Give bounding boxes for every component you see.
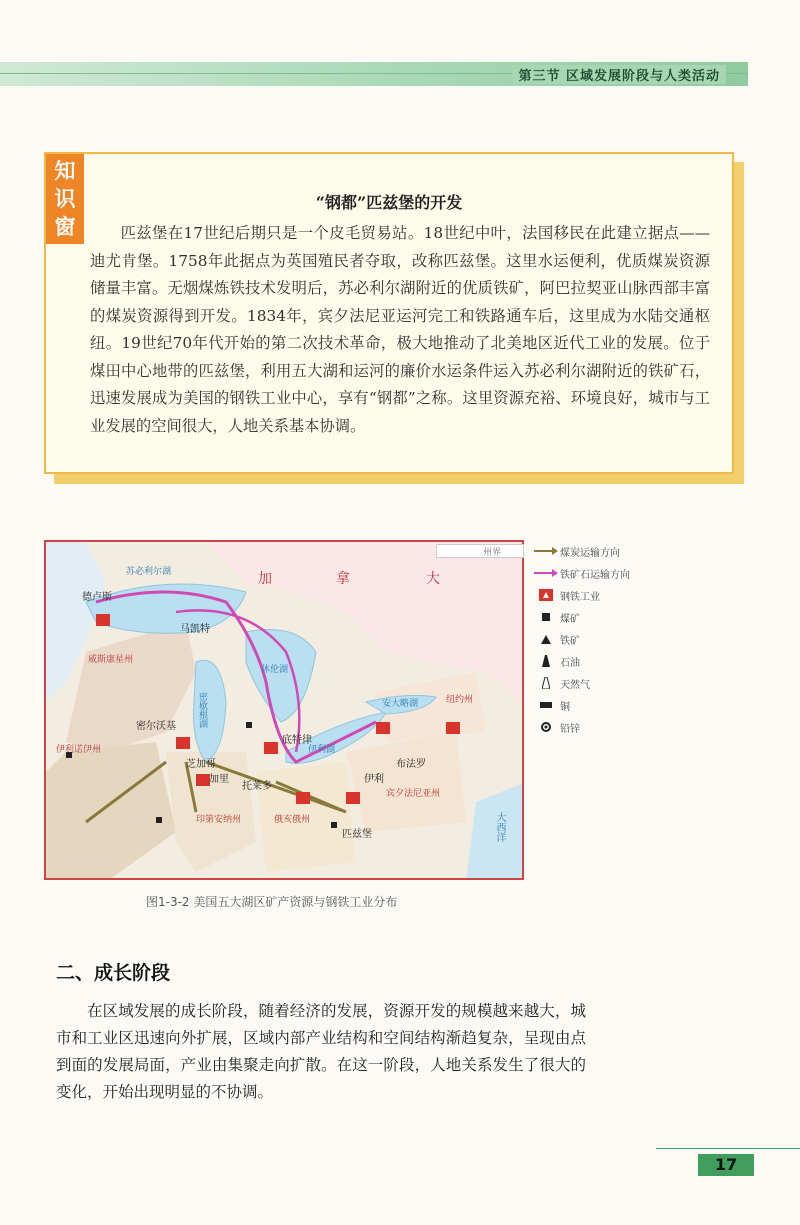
page-number-area xyxy=(656,1148,800,1178)
region-label: 大 xyxy=(426,571,440,587)
city-label: 匹兹堡 xyxy=(342,829,372,840)
legend-row xyxy=(532,628,692,650)
knowledge-window-body: 匹兹堡在17世纪后期只是一个皮毛贸易站。18世纪中叶，法国移民在此建立据点——迪尤肯堡。1758年此据点为英国殖民者夺取，改称匹兹堡。这里水运便利，优质煤炭资源储量丰富。无烟煤炼铁技术发明后，苏必利尔湖附近的优质铁矿，阿巴拉契亚山脉西部丰富的煤炭资源得到开发。1834年，宾夕法尼亚运河完工和铁路通车后，这里成为水陆交通枢纽。19世纪70年代开始的第二次技术革命，极大地推动了北美地区近代工业的发展。位于煤田中心地带的匹兹堡，利用五大湖和运河的廉价水运条件运入苏必利尔湖附近的铁矿石，迅速发展成为美国的钢铁工业中心，享有“钢都”之称。这里资源充裕、环境良好，城市与工业发展的空间很大，人地关系基本协调。 xyxy=(90,224,710,435)
region-label: 伊利诺伊州 xyxy=(56,745,102,755)
legend-label: 铁矿 xyxy=(560,635,580,647)
lead-zinc-icon xyxy=(532,722,560,732)
region-label: 印第安纳州 xyxy=(196,815,242,825)
header-band xyxy=(0,62,748,86)
great-lakes-map xyxy=(44,540,524,880)
legend-label: 州界 xyxy=(483,548,502,558)
legend-label: 铁矿石运输方向 xyxy=(560,569,630,581)
city-label: 伊利 xyxy=(364,774,384,785)
iron-mine-icon xyxy=(532,635,560,644)
city-label: 芝加哥 xyxy=(186,759,216,770)
legend-label: 煤炭运输方向 xyxy=(560,547,620,559)
legend-row xyxy=(532,672,692,694)
legend-row xyxy=(532,650,692,672)
legend-label: 铅锌 xyxy=(560,723,580,735)
figure-caption: 图1-3-2 美国五大湖区矿产资源与钢铁工业分布 xyxy=(146,895,398,909)
region-label: 俄亥俄州 xyxy=(274,815,311,825)
knowledge-window-tag-text: 知识窗 xyxy=(54,159,76,239)
steel-industry-icon xyxy=(532,589,560,601)
city-label: 密尔沃基 xyxy=(136,721,176,732)
legend-state-border xyxy=(436,544,524,558)
legend-label: 天然气 xyxy=(560,679,590,691)
region-label: 加 xyxy=(258,571,272,587)
region-label: 休伦湖 xyxy=(261,665,289,675)
region-label: 宾夕法尼亚州 xyxy=(386,789,441,799)
region-label: 大西洋 xyxy=(494,812,505,842)
legend-row xyxy=(532,716,692,738)
region-label: 密歇根湖 xyxy=(197,692,207,728)
legend-label: 铜 xyxy=(560,701,570,713)
legend-row xyxy=(532,540,692,562)
section-paragraph: 在区域发展的成长阶段，随着经济的发展，资源开发的规模越来越大，城市和工业区迅速向外扩展，区域内部产业结构和空间结构渐趋复杂，呈现由点到面的发展局面，产业由集聚走向扩散。在这一阶段，人地关系发生了很大的变化，开始出现明显的不协调。 xyxy=(56,1002,586,1101)
legend-row xyxy=(532,694,692,716)
city-label: 底特律 xyxy=(282,735,312,746)
natural-gas-icon xyxy=(532,677,560,689)
coal-mine-icon xyxy=(532,613,560,621)
city-label: 马凯特 xyxy=(180,624,210,635)
legend-label: 石油 xyxy=(560,657,580,669)
map-labels xyxy=(46,542,522,878)
legend-label: 煤矿 xyxy=(560,613,580,625)
region-label: 拿 xyxy=(336,571,350,587)
knowledge-window-title: “钢都”匹兹堡的开发 xyxy=(315,193,463,212)
region-label: 威斯康星州 xyxy=(88,655,134,665)
city-label: 德卢斯 xyxy=(82,592,112,603)
knowledge-window xyxy=(44,152,744,484)
legend-row xyxy=(532,606,692,628)
section-heading: 二、成长阶段 xyxy=(56,962,171,984)
knowledge-window-box xyxy=(44,152,734,474)
region-label: 安大略湖 xyxy=(382,699,419,709)
city-label: 托莱多 xyxy=(242,781,272,792)
legend-label: 钢铁工业 xyxy=(560,591,600,603)
section-header-title: 第三节 区域发展阶段与人类活动 xyxy=(512,65,726,84)
page-number: 17 xyxy=(698,1154,754,1176)
legend-row xyxy=(532,584,692,606)
copper-icon xyxy=(532,702,560,708)
region-label: 苏必利尔湖 xyxy=(126,567,172,577)
oil-icon xyxy=(532,655,560,667)
map-legend xyxy=(483,540,692,738)
iron-ore-route-arrow-icon xyxy=(532,568,560,578)
city-label: 布法罗 xyxy=(396,759,426,770)
coal-route-arrow-icon xyxy=(532,546,560,556)
city-label: 加里 xyxy=(209,774,229,785)
legend-row xyxy=(532,562,692,584)
region-label: 伊利湖 xyxy=(308,745,336,755)
page-number-rule xyxy=(656,1148,800,1149)
region-label: 纽约州 xyxy=(446,695,474,705)
